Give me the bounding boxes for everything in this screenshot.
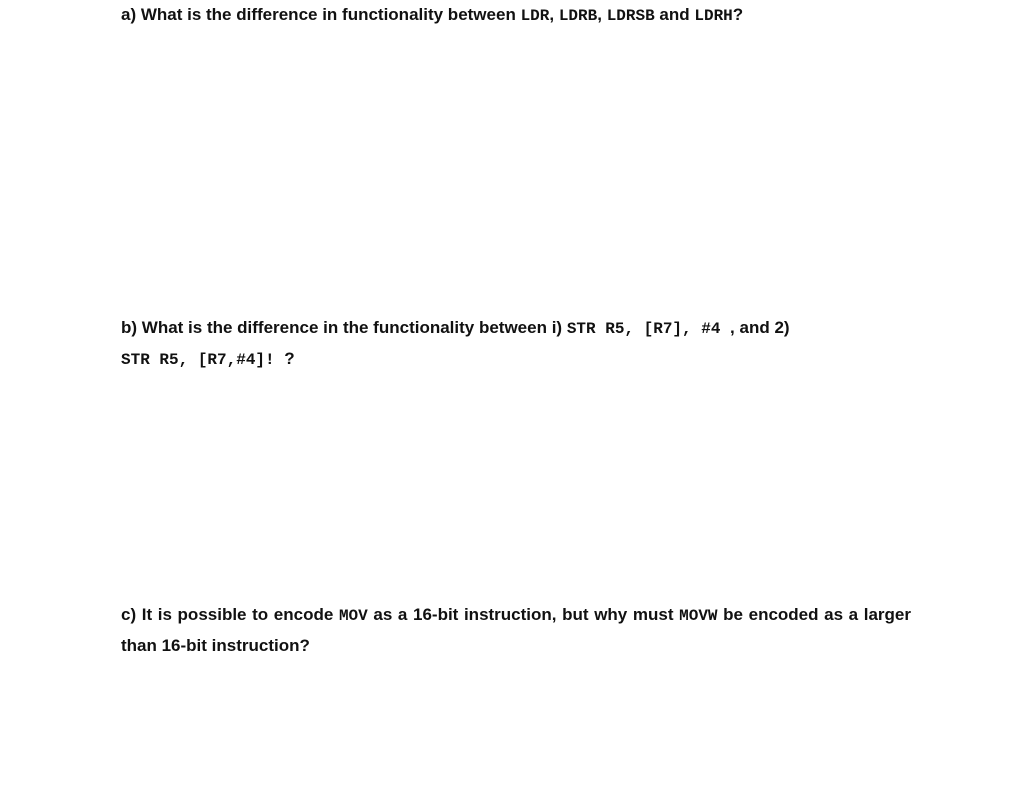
question-b bbox=[121, 313, 911, 375]
question-a-sep2: , bbox=[597, 5, 607, 24]
question-c-middle: as a 16-bit instruction, but why must bbox=[367, 605, 680, 624]
question-b-suffix: ? bbox=[284, 349, 295, 368]
code-str-post-index: STR R5, [R7], #4 bbox=[566, 320, 731, 338]
question-a bbox=[121, 0, 911, 31]
question-b-prefix: b) What is the difference in the functionality between i) bbox=[121, 318, 567, 337]
code-ldrb: LDRB bbox=[558, 7, 598, 25]
question-a-sep3: and bbox=[654, 5, 695, 24]
question-a-suffix: ? bbox=[732, 5, 744, 24]
code-movw: MOVW bbox=[679, 607, 718, 625]
code-ldrsb: LDRSB bbox=[606, 7, 655, 25]
question-c-suffix: be encoded as a larger than 16-bit instruction? bbox=[121, 605, 912, 655]
code-ldr: LDR bbox=[520, 7, 550, 25]
code-mov: MOV bbox=[338, 607, 368, 625]
question-b-middle: , and 2) bbox=[730, 318, 790, 337]
question-c bbox=[121, 600, 911, 660]
code-str-pre-index: STR R5, [R7,#4]! bbox=[121, 351, 285, 369]
question-a-sep1: , bbox=[549, 5, 559, 24]
question-c-prefix: c) It is possible to encode bbox=[121, 605, 339, 624]
question-a-prefix: a) What is the difference in functionality between bbox=[121, 5, 521, 24]
code-ldrh: LDRH bbox=[694, 7, 733, 25]
